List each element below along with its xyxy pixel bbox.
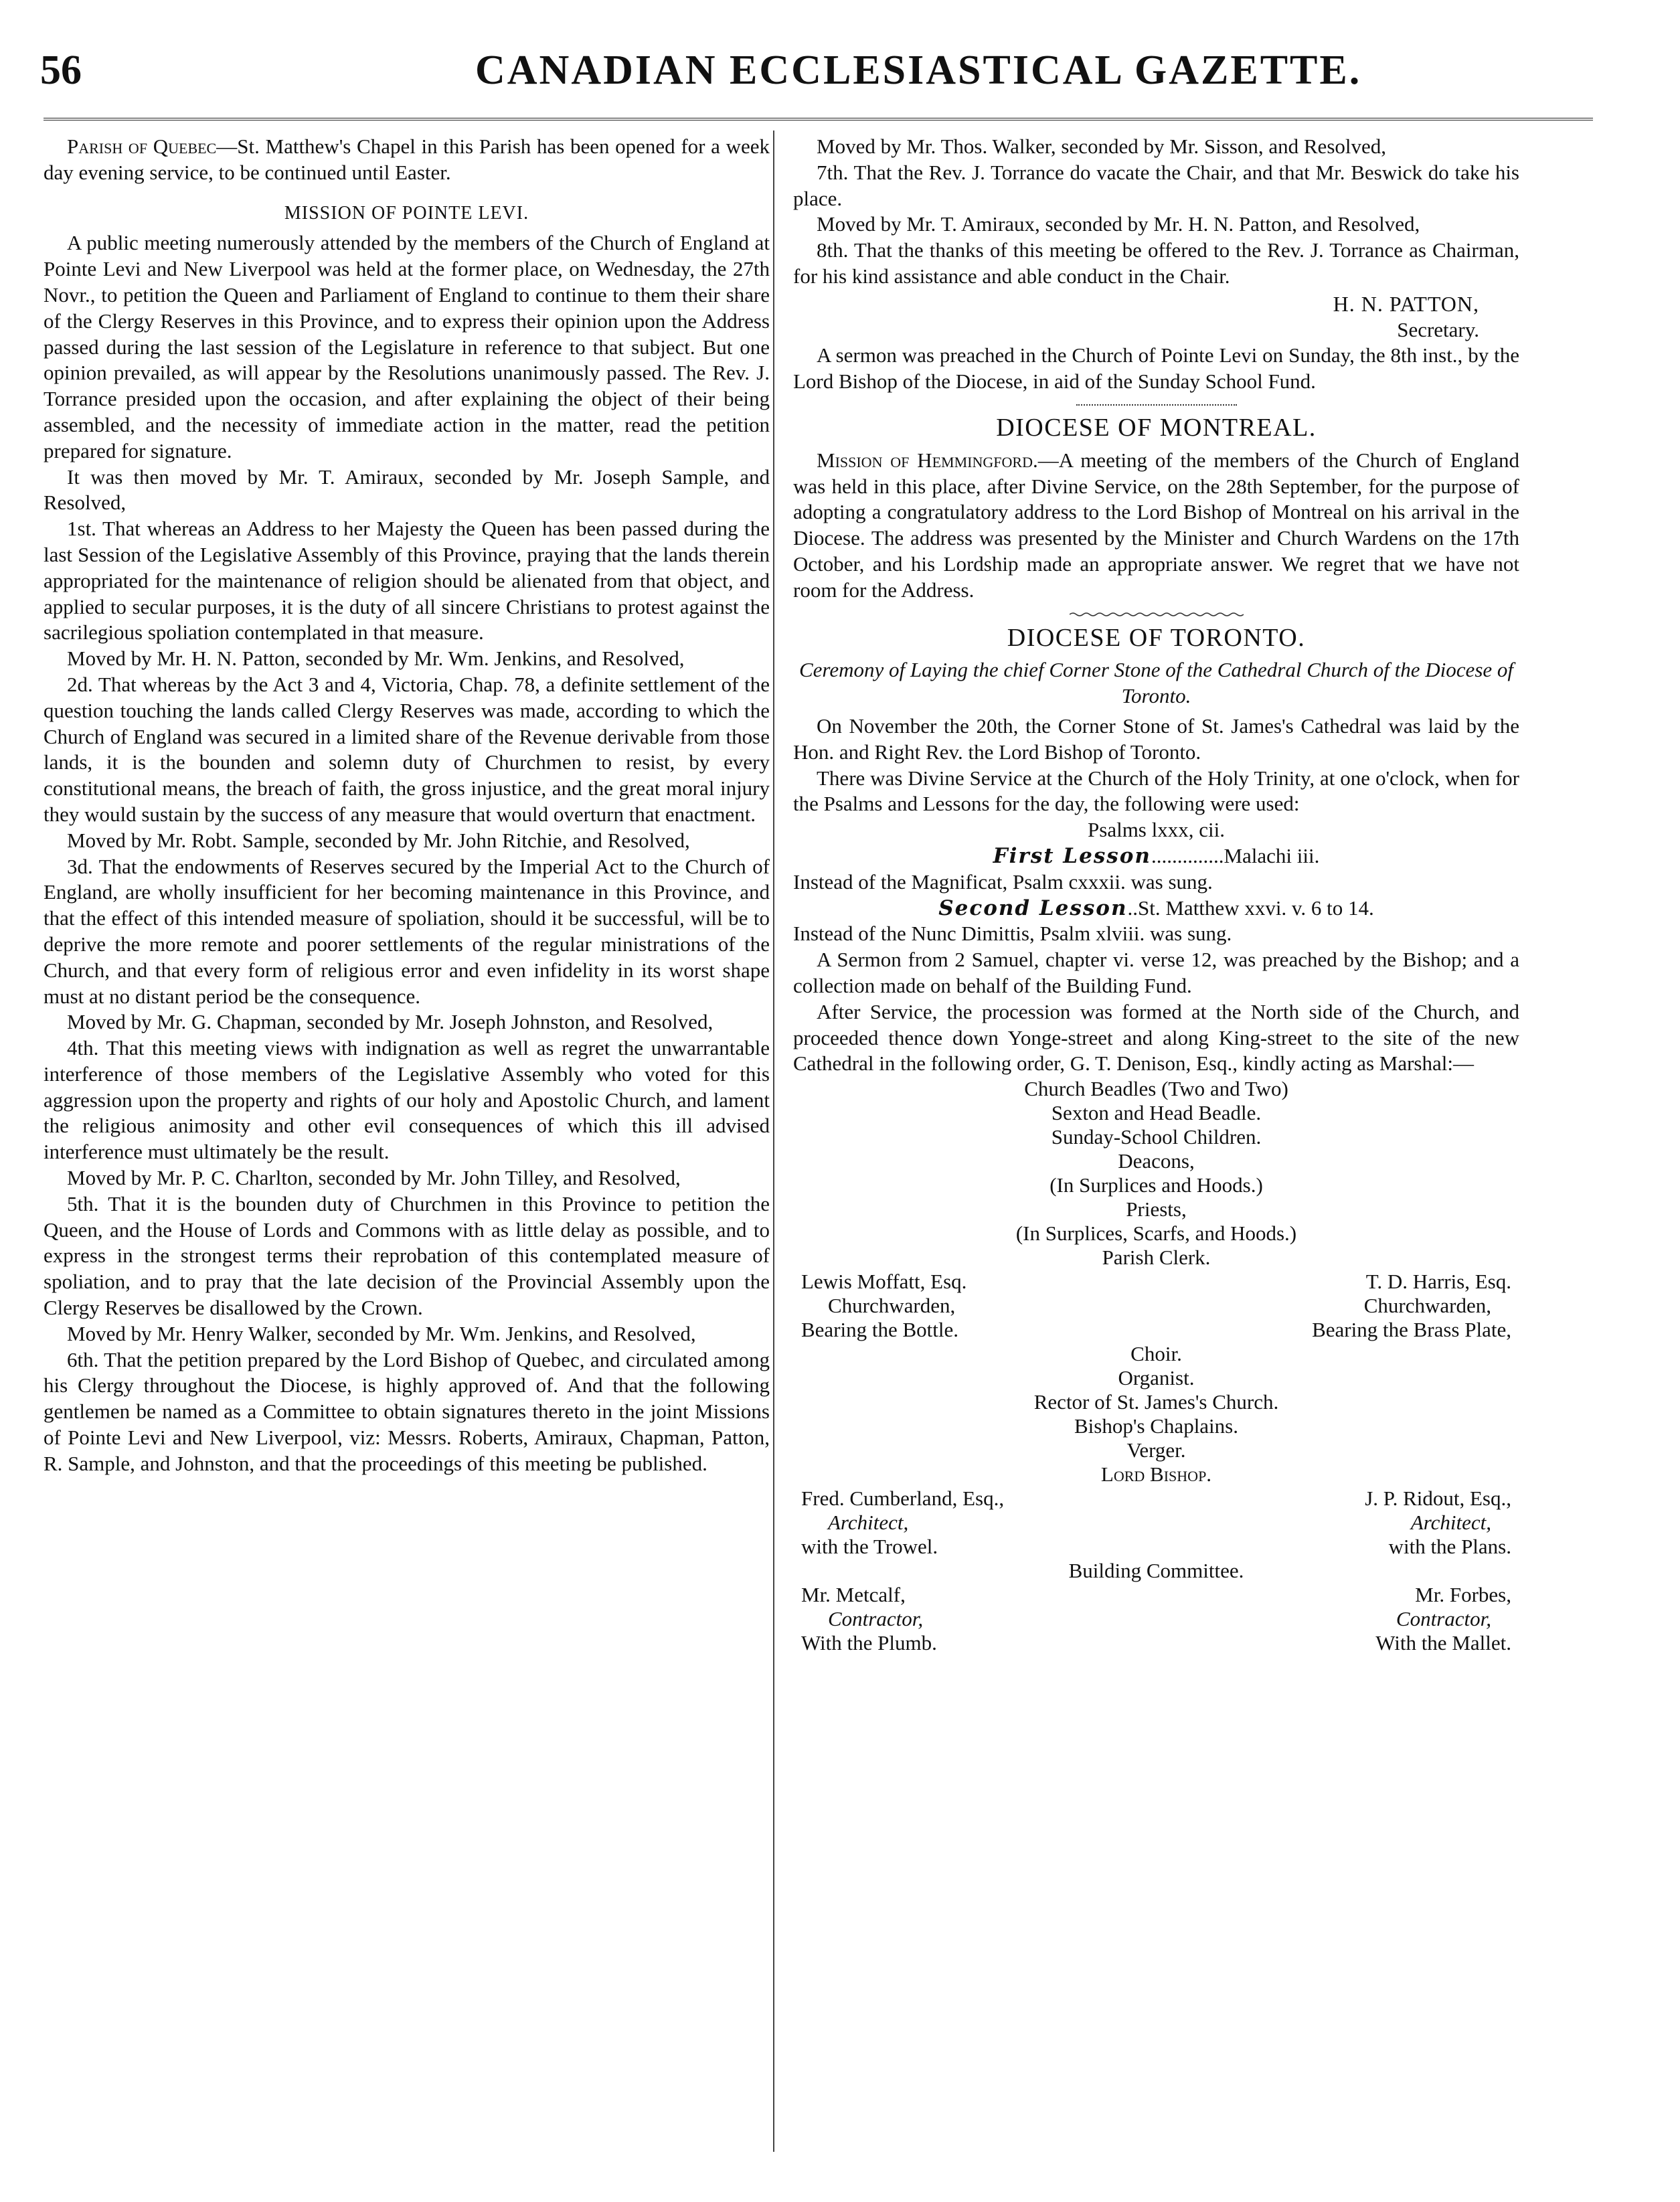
procession-item: Parish Clerk. (1102, 1246, 1211, 1270)
pointe-levi-paragraph: 4th. That this meeting views with indignation as well as regret the unwarrantable interference of those members of the Legislative Assembly who voted for this aggression upon the property and rights of our holy and Apostolic Church, and lament the religious animosity and other evil consequences of which this ill advised interference must ultimately be the result. (44, 1036, 770, 1164)
architect-name: J. P. Ridout, Esq., (1365, 1487, 1511, 1511)
warden-duty: Bearing the Brass Plate, (1312, 1318, 1511, 1342)
procession-item: Verger. (1126, 1438, 1186, 1462)
second-lesson-label: Second Lesson (938, 896, 1128, 920)
pointe-levi-paragraph: 1st. That whereas an Address to her Majesty the Queen has been passed during the last Session of the Legislative Assembly of this Province, praying that the lands therein appropriated for the maintenance of religion should be alienated from that object, and applied to secular purposes, it is the duty of all sincere Christians to protest against the sacrilegious spoliation contemplated in that measure. (44, 517, 770, 645)
quebec-notice-text: —St. Matthew's Chapel in this Parish has been opened for a week day evening service, to be continued until Easter. (44, 135, 770, 184)
page-header (40, 47, 1513, 120)
architect-right (1230, 1487, 1511, 1559)
toronto-heading: DIOCESE OF TORONTO. (1007, 623, 1306, 652)
pointe-levi-paragraph: Moved by Mr. H. N. Patton, seconded by Mr. Wm. Jenkins, and Resolved, (67, 647, 685, 671)
warden-role: Churchwarden, (828, 1294, 956, 1318)
contractor-name: Mr. Metcalf, (801, 1583, 906, 1607)
first-lesson-line (793, 843, 1519, 869)
warden-name: Lewis Moffatt, Esq. (801, 1270, 967, 1294)
sermon-note: A sermon was preached in the Church of Pointe Levi on Sunday, the 8th inst., by the Lord Bishop of the Diocese, in aid of the Sunday School Fund. (793, 343, 1519, 394)
contractor-role: Contractor, (1396, 1607, 1491, 1631)
quebec-notice (44, 134, 770, 186)
procession-order-a (793, 1077, 1519, 1270)
pointe-levi-paragraph: 2d. That whereas by the Act 3 and 4, Victoria, Chap. 78, a definite settlement of the question touching the lands called Clergy Reserves was made, according to which the Church of England was secured in a limited share of the Revenue derivable from those lands, it is the bounden and solemn duty of Churchmen to resist, by every constitutional means, the breach of faith, the gross injustice, and the great moral injury they would sustain by the success of any measure that would overturn that enactment. (44, 672, 770, 826)
pointe-levi-paragraph: 6th. That the petition prepared by the Lord Bishop of Quebec, and circulated among his Clergy throughout the Diocese, is highly approved of. And that the following gentlemen be named as a Committee to obtain signatures thereto in the joint Missions of Pointe Levi and New Liverpool, viz: Messrs. Roberts, Amiraux, Chapman, Patton, R. Sample, and Johnston, and that the proceedings of this meeting be published. (44, 1347, 770, 1475)
signature-title (793, 317, 1519, 343)
resolution-paragraph: Moved by Mr. Thos. Walker, seconded by Mr. Sisson, and Resolved, (817, 135, 1387, 158)
architect-duty: with the Plans. (1388, 1535, 1511, 1559)
procession-item: Organist. (1118, 1366, 1195, 1390)
sermon-paragraph: A Sermon from 2 Samuel, chapter vi. verse 12, was preached by the Bishop; and a collection made on behalf of the Building Fund. (793, 948, 1519, 997)
warden-duty: Bearing the Bottle. (801, 1318, 959, 1342)
header-rule (44, 118, 1593, 120)
procession-item: Sexton and Head Beadle. (1051, 1101, 1262, 1125)
second-lesson-line (793, 896, 1519, 922)
gazette-title: CANADIAN ECCLESIASTICAL GAZETTE. (475, 48, 1362, 93)
toronto-paragraph: There was Divine Service at the Church of the Holy Trinity, at one o'clock, when for the Psalms and Lessons for the day, the following were used: (793, 766, 1519, 816)
procession-item: Bishop's Chaplains. (1074, 1414, 1238, 1438)
pointe-levi-paragraph: 3d. That the endowments of Reserves secured by the Imperial Act to the Church of England, are wholly insufficient for her becoming maintenance in this Province, and that the effect of this intended measure of spoliation, should it be successful, will be to deprive the more remote and poorer settlements of the regular ministrations of the Church, and that every form of religious error and even infidelity in its worst shape must at no distant period be the consequence. (44, 854, 770, 1008)
pointe-levi-paragraph: It was then moved by Mr. T. Amiraux, seconded by Mr. Joseph Sample, and Resolved, (44, 464, 770, 515)
procession-intro: After Service, the procession was formed at the North side of the Church, and proceeded thence down Yonge-street and along King-street to the site of the new Cathedral in the following order, G. T. Denison, Esq., kindly acting as Marshal:— (793, 999, 1519, 1076)
contractors-row (793, 1583, 1519, 1655)
building-committee: Building Committee. (1068, 1559, 1244, 1583)
architect-name: Fred. Cumberland, Esq., (801, 1487, 1005, 1511)
ceremony-title: Ceremony of Laying the chief Corner Stone of the Cathedral Church of the Diocese of Toronto. (799, 658, 1514, 708)
procession-item: (In Surplices, Scarfs, and Hoods.) (1015, 1221, 1297, 1246)
churchwardens-row (793, 1270, 1519, 1342)
quebec-notice-label: Parish of Quebec (67, 135, 217, 158)
procession-item: Rector of St. James's Church. (1033, 1390, 1279, 1414)
signature-name: H. N. PATTON, (1333, 291, 1479, 316)
warden-name: T. D. Harris, Esq. (1365, 1270, 1511, 1294)
psalms-line: Psalms lxxx, cii. (1088, 818, 1225, 842)
contractor-duty: With the Mallet. (1375, 1631, 1511, 1655)
procession-item: Church Beadles (Two and Two) (1024, 1077, 1288, 1101)
resolution-paragraph: Moved by Mr. T. Amiraux, seconded by Mr. H. N. Patton, and Resolved, (817, 212, 1420, 236)
pointe-levi-paragraph: A public meeting numerously attended by the members of the Church of England at Pointe Levi and New Liverpool was held at the former place, on Wednesday, the 27th Novr., to petition the Queen and Parliament of England to continue to them their share of the Clergy Reserves in this Province, and to express their opinion upon the Address passed during the last session of the Legislature in reference to that subject. But one opinion prevailed, as will appear by the Resolutions unanimously passed. The Rev. J. Torrance presided upon the occasion, and after explaining the object of their being assembled, and the necessity of immediate action in the matter, read the petition prepared for signature. (44, 231, 770, 462)
pointe-levi-paragraph: Moved by Mr. Henry Walker, seconded by Mr. Wm. Jenkins, and Resolved, (67, 1321, 696, 1345)
pointe-levi-paragraph: Moved by Mr. G. Chapman, seconded by Mr. Joseph Johnston, and Resolved, (67, 1010, 713, 1034)
churchwarden-right (1230, 1270, 1511, 1342)
hemmingford-text: —A meeting of the members of the Church of England was held in this place, after Divine Service, on the 28th September, for the purpose of adopting a congratulatory address to the Lord Bishop of Montreal on his arrival in the Diocese. The address was presented by the Minister and Church Wardens on the 17th October, and his Lordship made an appropriate answer. We regret that we have not room for the Address. (793, 448, 1519, 602)
procession-item: (In Surplices and Hoods.) (1049, 1173, 1263, 1197)
pointe-levi-paragraph: Moved by Mr. P. C. Charlton, seconded by Mr. John Tilley, and Resolved, (67, 1166, 681, 1190)
nunc-dimittis-line: Instead of the Nunc Dimittis, Psalm xlviii. was sung. (793, 922, 1232, 946)
magnificat-line: Instead of the Magnificat, Psalm cxxxii. was sung. (793, 869, 1213, 894)
pointe-levi-paragraph: Moved by Mr. Robt. Sample, seconded by Mr. John Ritchie, and Resolved, (67, 828, 690, 852)
architects-row (793, 1487, 1519, 1559)
column-divider (773, 131, 774, 2152)
architect-role: Architect, (1410, 1511, 1491, 1535)
procession-item: Priests, (1126, 1197, 1187, 1221)
architect-left (801, 1487, 1056, 1559)
procession-item: Deacons, (1118, 1149, 1195, 1173)
pointe-levi-heading: MISSION OF POINTE LEVI. (284, 202, 529, 224)
contractor-role: Contractor, (828, 1607, 924, 1631)
contractor-duty: With the Plumb. (801, 1631, 937, 1655)
section-separator (1076, 404, 1237, 406)
contractor-right (1230, 1583, 1511, 1655)
resolution-paragraph: 8th. That the thanks of this meeting be offered to the Rev. J. Torrance as Chairman, for his kind assistance and able conduct in the Chair. (793, 238, 1519, 288)
warden-role: Churchwarden, (1363, 1294, 1491, 1318)
procession-item: Choir. (1130, 1342, 1182, 1366)
resolution-paragraph: 7th. That the Rev. J. Torrance do vacate the Chair, and that Mr. Beswick do take his place. (793, 160, 1519, 210)
pointe-levi-paragraph: 5th. That it is the bounden duty of Churchmen in this Province to petition the Queen, and the House of Lords and Commons with as little delay as possible, and to express in the strongest terms their reprobation of this contemplated measure of spoliation, and to pray that the late decision of the Provincial Assembly upon the Clergy Reserves be disallowed by the Crown. (44, 1191, 770, 1320)
left-column (44, 134, 770, 1477)
procession-item: Sunday-School Children. (1051, 1125, 1262, 1149)
hemmingford-label: Mission of Hemmingford. (817, 448, 1038, 472)
first-lesson-label: First Lesson (993, 843, 1151, 868)
contractor-name: Mr. Forbes, (1415, 1583, 1511, 1607)
procession-order-b (793, 1342, 1519, 1487)
second-lesson-ref: ..St. Matthew xxvi. v. 6 to 14. (1127, 896, 1374, 920)
montreal-heading: DIOCESE OF MONTREAL. (996, 413, 1317, 442)
signature-title-text: Secretary. (1397, 317, 1479, 341)
hemmingford-notice (793, 448, 1519, 604)
page-number: 56 (40, 48, 82, 93)
architect-duty: with the Trowel. (801, 1535, 938, 1559)
procession-item: Lord Bishop. (1100, 1462, 1212, 1487)
wavy-separator (1070, 612, 1244, 617)
right-column (793, 134, 1519, 1655)
churchwarden-left (801, 1270, 1056, 1342)
architect-role: Architect, (828, 1511, 909, 1535)
toronto-paragraph: On November the 20th, the Corner Stone of St. James's Cathedral was laid by the Hon. and Right Rev. the Lord Bishop of Toronto. (793, 713, 1519, 764)
contractor-left (801, 1583, 1056, 1655)
first-lesson-ref: ..............Malachi iii. (1151, 843, 1320, 867)
